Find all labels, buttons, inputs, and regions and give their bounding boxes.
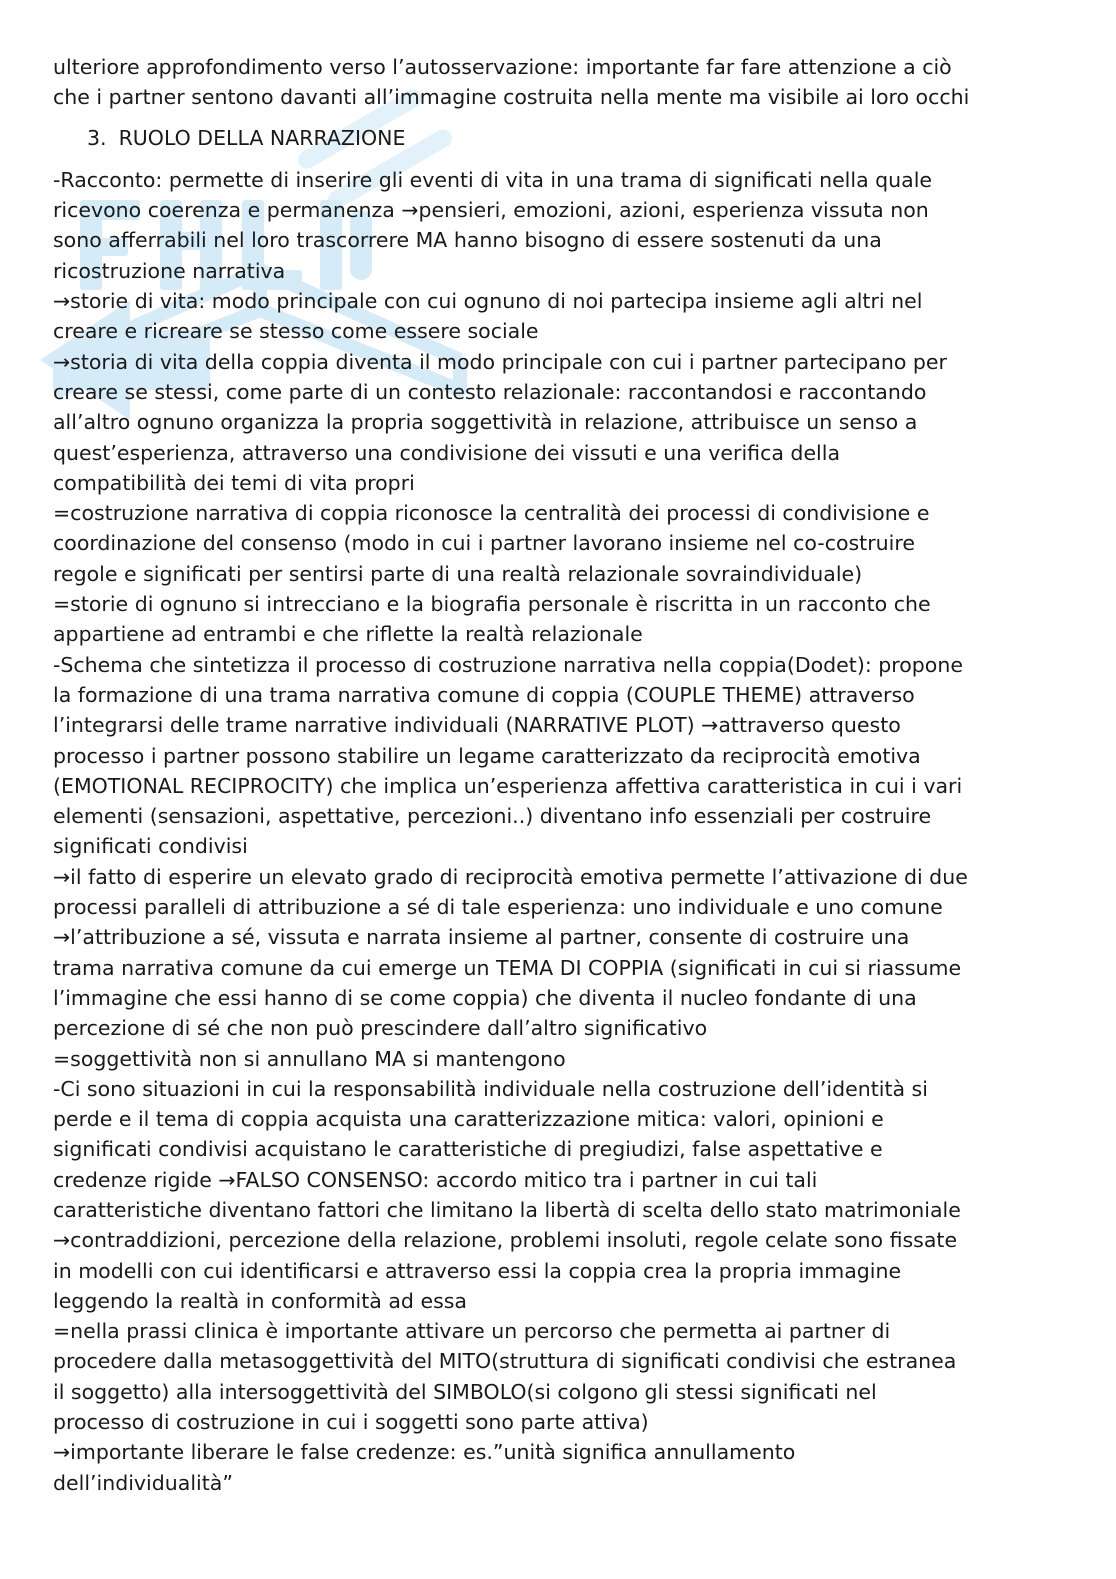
section-heading — [53, 123, 1063, 153]
text-line: =costruzione narrativa di coppia riconosce la centralità dei processi di condivisione e — [53, 501, 930, 526]
text-line: regole e significati per sentirsi parte di una realtà relazionale sovraindividuale) — [53, 561, 863, 586]
text-line: l’integrarsi delle trame narrative individuali (NARRATIVE PLOT) →attraverso questo — [53, 713, 901, 738]
text-line: coordinazione del consenso (modo in cui i partner lavorano insieme nel co-costruire — [53, 531, 915, 556]
text-line: processi paralleli di attribuzione a sé di tale esperienza: uno individuale e uno comune — [53, 895, 943, 920]
text-line: ricevono coerenza e permanenza →pensieri, emozioni, azioni, esperienza vissuta non — [53, 198, 929, 223]
text-line: caratteristiche diventano fattori che limitano la libertà di scelta dello stato matrimoniale — [53, 1197, 961, 1222]
text-line: -Ci sono situazioni in cui la responsabilità individuale nella costruzione dell’identità si — [53, 1076, 928, 1101]
text-line: compatibilità dei temi di vita propri — [53, 470, 415, 495]
section-number: 3. — [87, 125, 107, 150]
text-line: -Racconto: permette di inserire gli eventi di vita in una trama di significati nella quale — [53, 167, 933, 192]
text-line: processo i partner possono stabilire un legame caratterizzato da reciprocità emotiva — [53, 743, 921, 768]
text-line: sono afferrabili nel loro trascorrere MA hanno bisogno di essere sostenuti da una — [53, 228, 882, 253]
text-line: -Schema che sintetizza il processo di costruzione narrativa nella coppia(Dodet): propone — [53, 652, 963, 677]
text-line: dell’individualità” — [53, 1470, 233, 1495]
text-line: →contraddizioni, percezione della relazione, problemi insoluti, regole celate sono fissate — [53, 1228, 958, 1253]
text-line: credenze rigide →FALSO CONSENSO: accordo mitico tra i partner in cui tali — [53, 1167, 818, 1192]
text-line: appartiene ad entrambi e che riflette la realtà relazionale — [53, 622, 643, 647]
text-line: →importante liberare le false credenze: es.”unità significa annullamento — [53, 1440, 796, 1465]
text-line: →il fatto di esperire un elevato grado di reciprocità emotiva permette l’attivazione di due — [53, 864, 968, 889]
text-line: trama narrativa comune da cui emerge un TEMA DI COPPIA (significati in cui si riassume — [53, 955, 962, 980]
text-line: →storia di vita della coppia diventa il modo principale con cui i partner partecipano per — [53, 349, 947, 374]
text-line: percezione di sé che non può prescindere dall’altro significativo — [53, 1016, 708, 1041]
text-line: ulteriore approfondimento verso l’autosservazione: importante far fare attenzione a ciò — [53, 55, 952, 79]
text-line: significati condivisi — [53, 834, 248, 859]
text-line: quest’esperienza, attraverso una condivisione dei vissuti e una verifica della — [53, 440, 841, 465]
text-line: all’altro ognuno organizza la propria soggettività in relazione, attribuisce un senso a — [53, 410, 918, 435]
text-line: procedere dalla metasoggettività del MITO(struttura di significati condivisi che estranea — [53, 1349, 957, 1374]
text-line: il soggetto) alla intersoggettività del SIMBOLO(si colgono gli stessi significati nel — [53, 1379, 877, 1404]
text-line: →storie di vita: modo principale con cui ognuno di noi partecipa insieme agli altri nel — [53, 289, 923, 314]
text-line: creare se stessi, come parte di un contesto relazionale: raccontandosi e raccontando — [53, 379, 927, 404]
text-line: =soggettività non si annullano MA si mantengono — [53, 1046, 566, 1071]
text-line: ricostruzione narrativa — [53, 258, 286, 283]
text-line: →l’attribuzione a sé, vissuta e narrata insieme al partner, consente di costruire una — [53, 925, 910, 950]
document-body — [53, 52, 1063, 1498]
text-line: perde e il tema di coppia acquista una caratterizzazione mitica: valori, opinioni e — [53, 1107, 884, 1132]
text-line: processo di costruzione in cui i soggetti sono parte attiva) — [53, 1410, 649, 1435]
section-body — [53, 165, 1063, 1498]
text-line: (EMOTIONAL RECIPROCITY) che implica un’esperienza affettiva caratteristica in cui i vari — [53, 773, 963, 798]
text-line: che i partner sentono davanti all’immagine costruita nella mente ma visibile ai loro occhi — [53, 85, 970, 110]
text-line: creare e ricreare se stesso come essere sociale — [53, 319, 539, 344]
text-line: =nella prassi clinica è importante attivare un percorso che permetta ai partner di — [53, 1319, 891, 1344]
text-line: la formazione di una trama narrativa comune di coppia (COUPLE THEME) attraverso — [53, 682, 915, 707]
text-line: =storie di ognuno si intrecciano e la biografia personale è riscritta in un racconto che — [53, 592, 931, 617]
text-line: in modelli con cui identificarsi e attraverso essi la coppia crea la propria immagine — [53, 1258, 902, 1283]
section-title: RUOLO DELLA NARRAZIONE — [118, 125, 406, 150]
text-line: l’immagine che essi hanno di se come coppia) che diventa il nucleo fondante di una — [53, 985, 917, 1010]
text-line: elementi (sensazioni, aspettative, percezioni..) diventano info essenziali per costruire — [53, 804, 932, 829]
text-line: leggendo la realtà in conformità ad essa — [53, 1288, 467, 1313]
text-line: significati condivisi acquistano le caratteristiche di pregiudizi, false aspettative e — [53, 1137, 883, 1162]
